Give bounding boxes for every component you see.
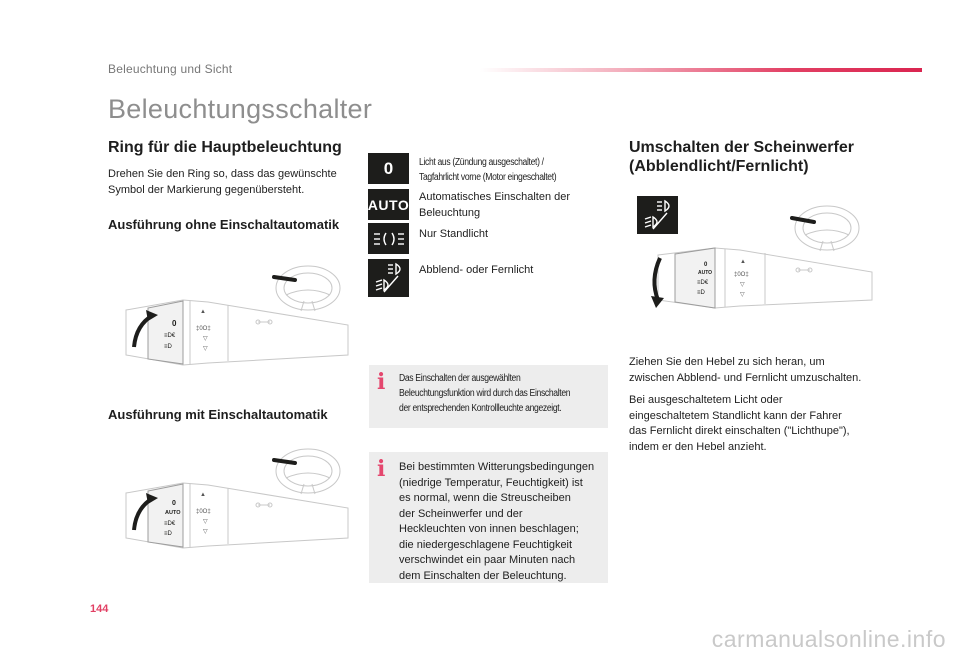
intro-line: Symbol der Markierung gegenübersteht. [108,183,305,196]
heading-beam-switching [629,138,854,176]
svg-text:≡D: ≡D [164,344,172,350]
info-line: Beleuchtungsfunktion wird durch das Einschalten [399,388,571,399]
mode-description-off [419,155,614,185]
beam-switch-paragraph-1 [629,355,889,386]
svg-text:▲: ▲ [740,259,746,265]
info-line: dem Einschalten der Beleuchtung. [399,569,567,582]
headlights-icon [368,259,409,297]
heading-line: (Abblendlicht/Fernlicht) [629,158,809,175]
stalk-illustration-manual [108,255,353,380]
heading-line: Umschalten der Scheinwerfer [629,139,854,156]
lights-off-icon: 0 [368,153,409,184]
intro-text [108,167,358,198]
info-line: Bei bestimmten Witterungsbedingungen [399,461,595,473]
svg-text:▲: ▲ [200,309,206,315]
svg-text:▲: ▲ [200,492,206,498]
stalk-illustration-auto [108,438,353,563]
mode-line: Beleuchtung [419,206,481,219]
info-text-condensation [399,460,609,584]
beam-switch-paragraph-2 [629,393,889,455]
info-line: verschwindet ein paar Minuten nach [399,554,576,566]
svg-text:▽: ▽ [740,292,745,298]
mode-line: Abblend- oder Fernlicht [419,264,534,276]
ring-label-auto: AUTO [698,270,713,276]
info-line: Heckleuchten von innen beschlagen; [399,523,579,535]
info-line: die niedergeschlagene Feuchtigkeit [399,538,573,551]
intro-line: Drehen Sie den Ring so, dass das gewünschte [108,168,337,180]
heading-main-lighting-ring: Ring für die Hauptbeleuchtung [108,139,342,156]
svg-text:‡0O‡: ‡0O‡ [196,509,211,515]
info-icon: i [377,369,386,395]
sidelights-icon [368,223,409,254]
ring-label-auto: AUTO [165,510,181,516]
svg-text:▽: ▽ [203,519,208,525]
ring-label-off: 0 [704,262,708,268]
mode-line: Tagfahrlicht vorne (Motor eingeschaltet) [419,172,557,183]
mode-description-headlights [419,263,614,279]
svg-text:‡0O‡: ‡0O‡ [196,326,211,332]
ring-label-off: 0 [172,319,177,328]
section-heading: Beleuchtung und Sicht [108,62,233,76]
svg-text:≡D€: ≡D€ [164,333,176,339]
mode-description-auto [419,190,614,221]
auto-lighting-icon: AUTO [368,189,409,220]
page-number: 144 [90,603,109,615]
stalk-illustration-pull [630,200,875,320]
svg-text:▽: ▽ [203,346,208,352]
info-line: der Scheinwerfer und der [399,507,523,520]
paragraph-line: eingeschaltetem Standlicht kann der Fahrer [629,409,842,422]
info-line: es normal, wenn die Streuscheiben [399,492,571,504]
paragraph-line: zwischen Abblend- und Fernlicht umzuschalten. [629,371,862,384]
ring-label-off: 0 [172,500,176,507]
info-text-indicator [399,371,605,416]
svg-text:≡D€: ≡D€ [164,521,176,527]
watermark: carmanualsonline.info [711,626,946,652]
mode-description-sidelights [419,227,614,243]
info-line: Das Einschalten der ausgewählten [399,373,521,384]
header-accent-line [480,68,922,72]
svg-text:▽: ▽ [203,529,208,535]
subheading-with-auto: Ausführung mit Einschaltautomatik [108,407,328,422]
svg-text:≡D€: ≡D€ [697,280,709,286]
paragraph-line: Ziehen Sie den Hebel zu sich heran, um [629,356,825,368]
mode-line: Automatisches Einschalten der [419,191,571,203]
paragraph-line: indem er den Hebel anzieht. [629,440,767,453]
info-icon: i [377,456,386,482]
svg-text:≡D: ≡D [697,290,705,296]
svg-text:▽: ▽ [740,282,745,288]
svg-text:▽: ▽ [203,336,208,342]
subheading-without-auto: Ausführung ohne Einschaltautomatik [108,217,340,232]
info-line: (niedrige Temperatur, Feuchtigkeit) ist [399,476,583,489]
mode-line: Licht aus (Zündung ausgeschaltet) / [419,157,544,168]
page-title: Beleuchtungsschalter [108,94,373,124]
paragraph-line: das Fernlicht direkt einschalten ("Lichthupe"), [629,425,850,437]
svg-text:‡0O‡: ‡0O‡ [734,272,749,278]
info-line: der entsprechenden Kontrollleuchte angezeigt. [399,403,562,414]
paragraph-line: Bei ausgeschaltetem Licht oder [629,394,783,406]
svg-text:≡D: ≡D [164,531,172,537]
mode-line: Nur Standlicht [419,228,489,240]
